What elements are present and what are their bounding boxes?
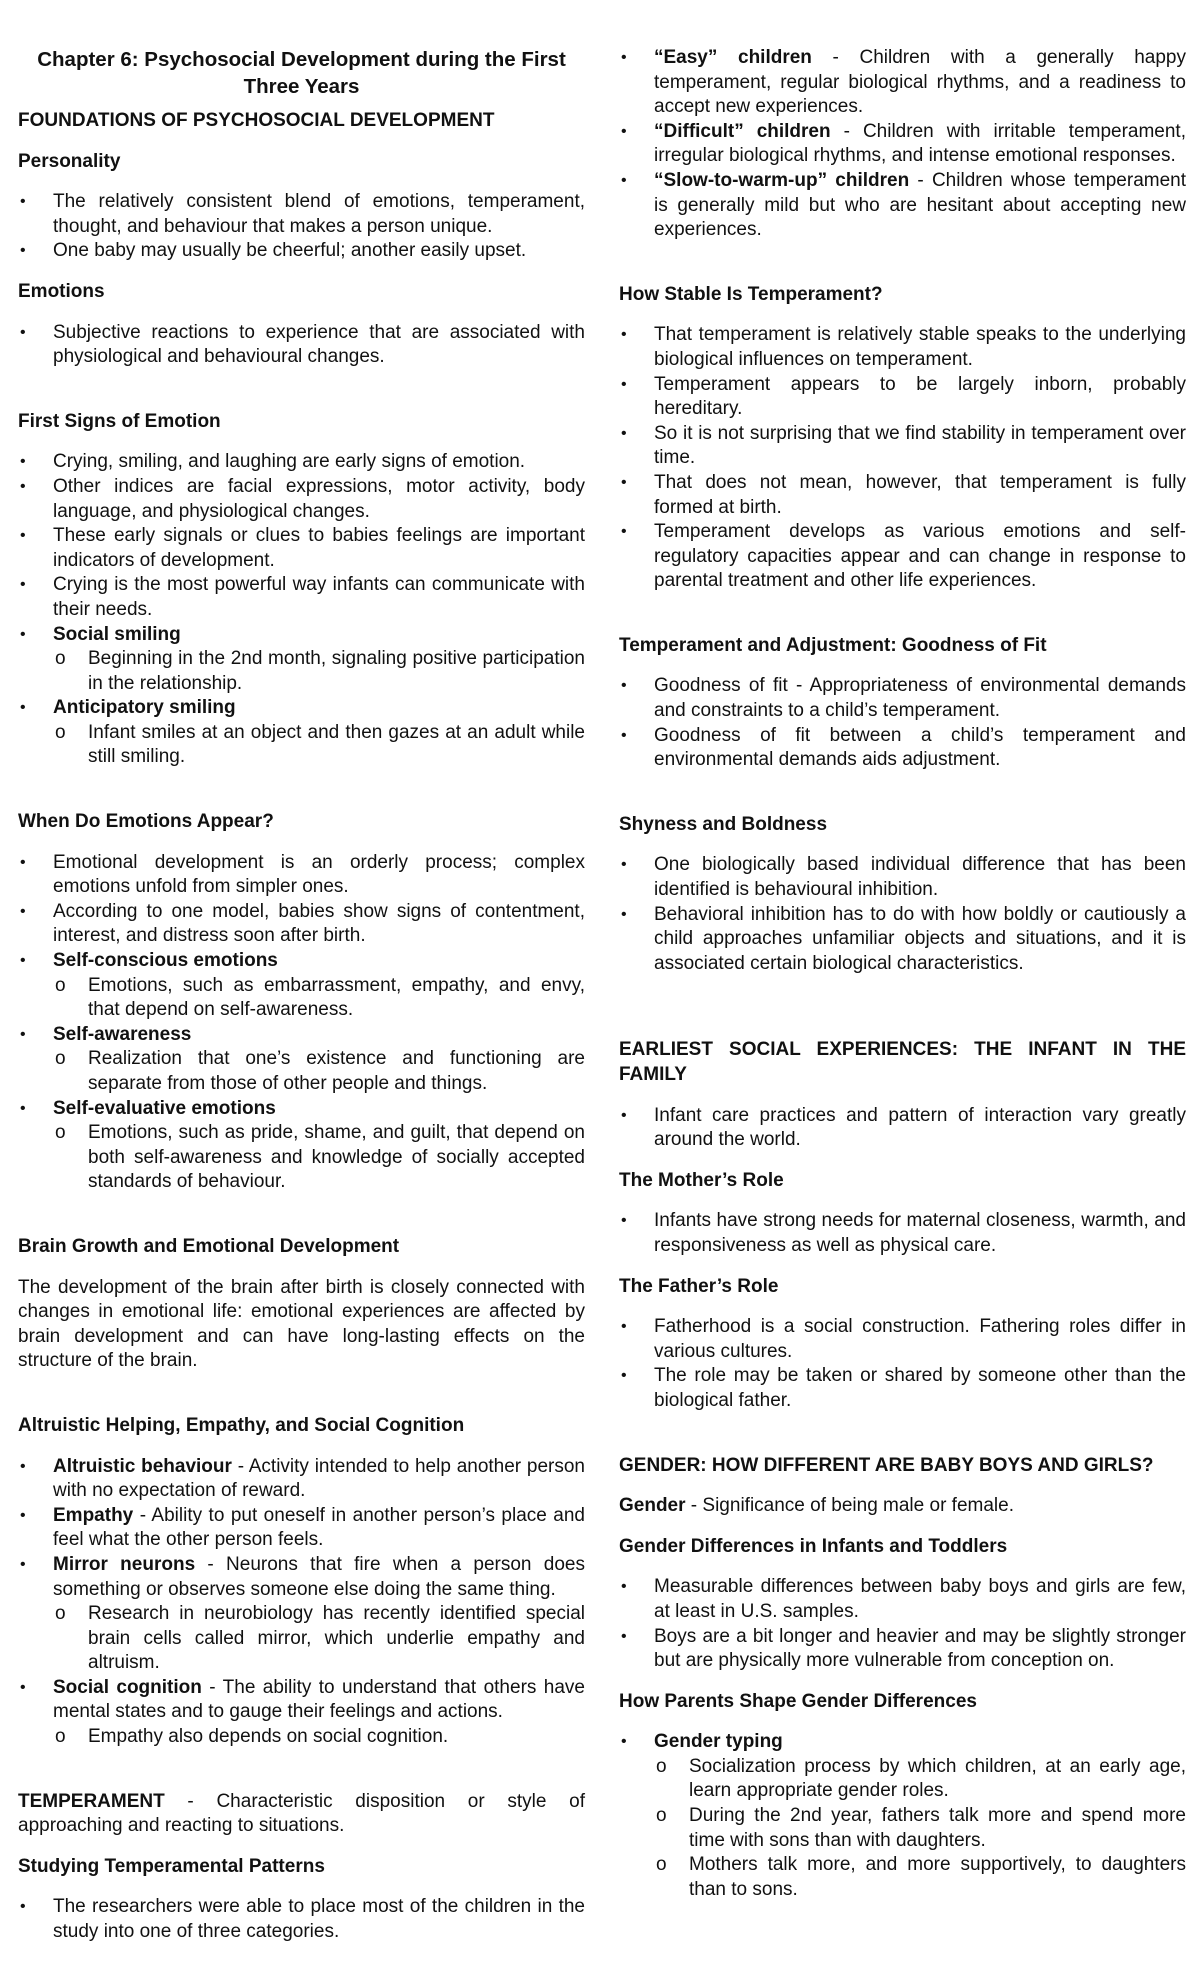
heading-brain-growth: Brain Growth and Emotional Development (18, 1235, 400, 1257)
list-item: • Goodness of fit - Appropriateness of environmental demands and constraints to a child’s temperament. (619, 674, 1186, 723)
heading-studying-temperamental: Studying Temperamental Patterns (18, 1855, 325, 1877)
shyness-list (619, 853, 1186, 976)
brain-growth-paragraph: The development of the brain after birth is closely connected with changes in emotional life: emotional experiences are affected by brain development and can have long-lasting effects on the structure of the brain. (18, 1276, 585, 1372)
right-column (619, 46, 1186, 1918)
heading-when-emotions: When Do Emotions Appear? (18, 811, 274, 833)
term-altruistic-behaviour: Altruistic behaviour (53, 1455, 232, 1477)
section-heading-earliest-social: EARLIEST SOCIAL EXPERIENCES: THE INFANT IN THE FAMILY (619, 1039, 1186, 1085)
sub-list-item: o Emotions, such as embarrassment, empathy, and envy, that depend on self-awareness. (53, 974, 585, 1023)
term-self-conscious: Self-conscious emotions (53, 950, 278, 972)
sub-list (53, 1602, 585, 1676)
list-item: • Temperament appears to be largely inborn, probably hereditary. (619, 373, 1186, 422)
list-item: • Infants have strong needs for maternal closeness, warmth, and responsiveness as well as physical care. (619, 1209, 1186, 1258)
definition: - Significance of being male or female. (685, 1495, 1014, 1517)
list-item: • The relatively consistent blend of emotions, temperament, thought, and behaviour that makes a person unique. (18, 190, 585, 239)
list-item-altruistic-behaviour (18, 1455, 585, 1504)
definition: - The ability to understand that others have mental states and to gauge their feelings and actions. (53, 1676, 585, 1723)
list-item-difficult-children (619, 120, 1186, 169)
list-item: • Crying, smiling, and laughing are early signs of emotion. (18, 450, 585, 475)
list-item: • Infant care practices and pattern of interaction vary greatly around the world. (619, 1104, 1186, 1153)
list-item: • That temperament is relatively stable speaks to the underlying biological influences on temperament. (619, 323, 1186, 372)
list-item-social-smiling (18, 623, 585, 697)
mother-list (619, 1209, 1186, 1258)
term-empathy: Empathy (53, 1504, 134, 1526)
first-signs-list (18, 450, 585, 770)
term-difficult-children: “Difficult” children (654, 120, 831, 142)
term-anticipatory-smiling: Anticipatory smiling (53, 697, 236, 719)
father-list (619, 1315, 1186, 1413)
list-item: • That does not mean, however, that temperament is fully formed at birth. (619, 471, 1186, 520)
list-item-self-awareness (18, 1023, 585, 1097)
term-social-smiling: Social smiling (53, 623, 181, 645)
list-item: • Temperament develops as various emotions and self-regulatory capacities appear and can change in response to parental treatment and other life experiences. (619, 520, 1186, 594)
definition: - Characteristic disposition or style of approaching and reacting to situations. (18, 1790, 585, 1837)
sub-list (53, 974, 585, 1023)
definition: - Children with a generally happy temperament, regular biological rhythms, and a readiness to accept new experiences. (654, 47, 1186, 118)
heading-shyness-boldness: Shyness and Boldness (619, 813, 828, 835)
sub-list-item: o Beginning in the 2nd month, signaling positive participation in the relationship. (53, 647, 585, 696)
sub-list-item: o Realization that one’s existence and functioning are separate from those of other people and things. (53, 1047, 585, 1096)
sub-list-item: o Research in neurobiology has recently identified special brain cells called mirror, which underlie empathy and altruism. (53, 1602, 585, 1676)
sub-list (53, 1725, 585, 1750)
term-gender: Gender (619, 1495, 686, 1517)
definition: - Children with irritable temperament, irregular biological rhythms, and intense emotional responses. (654, 120, 1186, 167)
list-item-mirror-neurons (18, 1553, 585, 1676)
gender-differences-list (619, 1575, 1186, 1673)
list-item-self-conscious (18, 949, 585, 1023)
term-social-cognition: Social cognition (53, 1676, 202, 1698)
list-item: • Fatherhood is a social construction. Fathering roles differ in various cultures. (619, 1315, 1186, 1364)
altruistic-list (18, 1455, 585, 1750)
heading-personality: Personality (18, 150, 121, 172)
list-item: • According to one model, babies show signs of contentment, interest, and distress soon after birth. (18, 900, 585, 949)
heading-stable-temperament: How Stable Is Temperament? (619, 283, 883, 305)
heading-emotions: Emotions (18, 280, 105, 302)
personality-list (18, 190, 585, 264)
term-mirror-neurons: Mirror neurons (53, 1553, 196, 1575)
definition: - Ability to put oneself in another person’s place and feel what the other person feels. (53, 1504, 585, 1551)
sub-list (53, 1121, 585, 1195)
temperament-definition (18, 1790, 585, 1839)
fit-list (619, 674, 1186, 772)
studying-list (18, 1895, 585, 1944)
list-item: • These early signals or clues to babies feelings are important indicators of development. (18, 524, 585, 573)
stable-list (619, 323, 1186, 594)
term-self-evaluative: Self-evaluative emotions (53, 1097, 276, 1119)
list-item: • Behavioral inhibition has to do with how boldly or cautiously a child approaches unfamiliar objects and situations, and it is associated certain biological characteristics. (619, 903, 1186, 977)
list-item-easy-children (619, 46, 1186, 120)
sub-list-item: o During the 2nd year, fathers talk more and spend more time with sons than with daughters. (654, 1804, 1186, 1853)
definition: - Neurons that fire when a person does something or observes someone else doing the same thing. (53, 1553, 585, 1600)
term-easy-children: “Easy” children (654, 47, 812, 68)
parents-list (619, 1730, 1186, 1902)
heading-gender-differences: Gender Differences in Infants and Toddlers (619, 1535, 1008, 1557)
sub-list (654, 1755, 1186, 1903)
sub-list (53, 721, 585, 770)
list-item: • So it is not surprising that we find stability in temperament over time. (619, 422, 1186, 471)
term-gender-typing: Gender typing (654, 1731, 783, 1753)
sub-list (53, 647, 585, 696)
temperament-categories-list (619, 46, 1186, 243)
left-column (18, 46, 585, 1961)
term-temperament: TEMPERAMENT (18, 1790, 165, 1812)
definition: - Children whose temperament is generally mild but who are hesitant about accepting new experiences. (654, 169, 1186, 241)
section-heading-gender: GENDER: HOW DIFFERENT ARE BABY BOYS AND GIRLS? (619, 1454, 1154, 1476)
sub-list-item: o Empathy also depends on social cognition. (53, 1725, 585, 1750)
list-item: • Emotional development is an orderly process; complex emotions unfold from simpler ones. (18, 851, 585, 900)
list-item: • Other indices are facial expressions, motor activity, body language, and physiological changes. (18, 475, 585, 524)
heading-mothers-role: The Mother’s Role (619, 1169, 784, 1191)
list-item-slow-to-warm-up-children (619, 169, 1186, 243)
when-emotions-list (18, 851, 585, 1195)
list-item-empathy (18, 1504, 585, 1553)
sub-list-item: o Emotions, such as pride, shame, and guilt, that depend on both self-awareness and knowledge of socially accepted standards of behaviour. (53, 1121, 585, 1195)
list-item: • Crying is the most powerful way infants can communicate with their needs. (18, 573, 585, 622)
heading-goodness-of-fit: Temperament and Adjustment: Goodness of Fit (619, 634, 1047, 656)
list-item: • Subjective reactions to experience that are associated with physiological and behavioural changes. (18, 321, 585, 370)
heading-altruistic: Altruistic Helping, Empathy, and Social Cognition (18, 1414, 465, 1436)
section-heading-foundations: FOUNDATIONS OF PSYCHOSOCIAL DEVELOPMENT (18, 110, 495, 131)
gender-definition (619, 1494, 1186, 1519)
list-item: • Measurable differences between baby boys and girls are few, at least in U.S. samples. (619, 1575, 1186, 1624)
list-item: • Boys are a bit longer and heavier and may be slightly stronger but are physically more vulnerable from conception on. (619, 1625, 1186, 1674)
heading-parents-shape-gender: How Parents Shape Gender Differences (619, 1690, 977, 1712)
chapter-title: Chapter 6: Psychosocial Development during the First Three Years (37, 48, 566, 98)
list-item: • One biologically based individual difference that has been identified is behavioural inhibition. (619, 853, 1186, 902)
list-item-social-cognition (18, 1676, 585, 1750)
list-item: • The researchers were able to place most of the children in the study into one of three categories. (18, 1895, 585, 1944)
list-item: • One baby may usually be cheerful; another easily upset. (18, 239, 585, 264)
sub-list-item: o Socialization process by which children, at an early age, learn appropriate gender roles. (654, 1755, 1186, 1804)
list-item-gender-typing (619, 1730, 1186, 1902)
earliest-list (619, 1104, 1186, 1153)
term-slow-to-warm-up-children: “Slow-to-warm-up” children (654, 169, 910, 191)
list-item-self-evaluative (18, 1097, 585, 1195)
definition: - Activity intended to help another person with no expectation of reward. (53, 1455, 586, 1502)
sub-list-item: o Mothers talk more, and more supportively, to daughters than to sons. (654, 1853, 1186, 1902)
term-self-awareness: Self-awareness (53, 1023, 192, 1045)
emotions-list (18, 321, 585, 370)
heading-first-signs: First Signs of Emotion (18, 410, 221, 432)
list-item: • The role may be taken or shared by someone other than the biological father. (619, 1364, 1186, 1413)
list-item-anticipatory-smiling (18, 696, 585, 770)
sub-list-item: o Infant smiles at an object and then gazes at an adult while still smiling. (53, 721, 585, 770)
heading-fathers-role: The Father’s Role (619, 1275, 779, 1297)
list-item: • Goodness of fit between a child’s temperament and environmental demands aids adjustment. (619, 724, 1186, 773)
sub-list (53, 1047, 585, 1096)
